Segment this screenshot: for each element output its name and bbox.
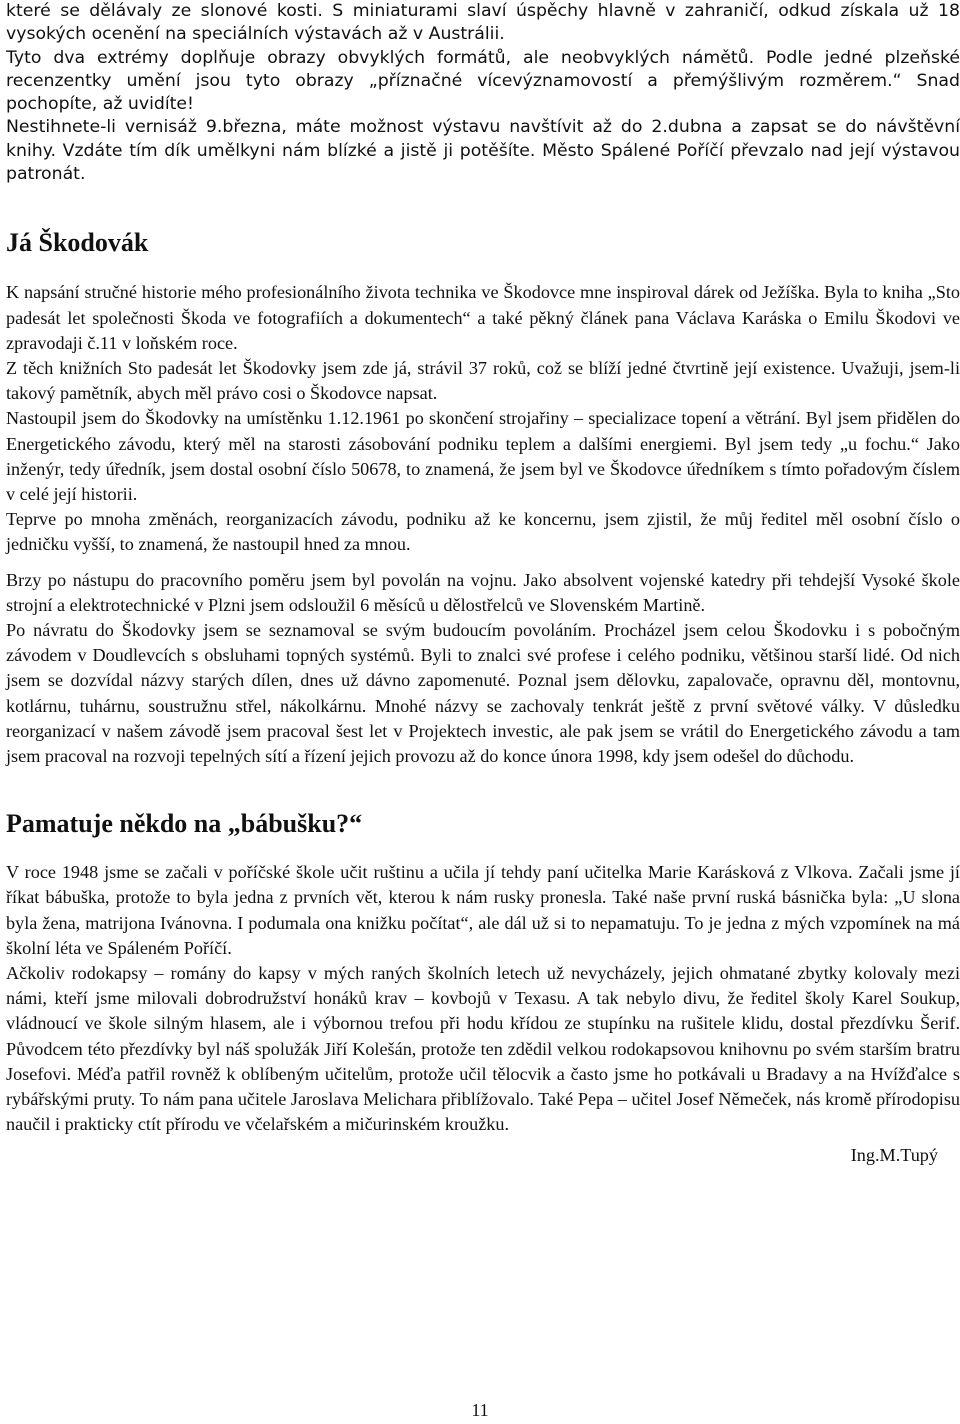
intro-text — [6, 0, 960, 186]
paragraph: V roce 1948 jsme se začali v poříčské škole učit ruštinu a učila jí tehdy paní učitelka Marie Karásková z Vlkova. Začali jsme jí říkat bábuška, protože to byla jedna z prvních vět, kterou k nám rusky pronesla. Také naše první ruská básnička byla: „U slona byla žena, matrijona Ivánovna. I podumala ona knižku počítat“, ale dál už si to nepamatuju. To je jedna z mých vzpomínek na má školní léta ve Spáleném Poříčí. — [6, 862, 960, 958]
paragraph: Po návratu do Škodovky jsem se seznamoval se svým budoucím povoláním. Procházel jsem celou Škodovku i s pobočným závodem v Doudlevcích s obsluhami topných systémů. Byli to znalci své profese i celého podniku, většinou starší lidé. Od nich jsem se dozvídal názvy starých dílen, dnes už dávno zapomenuté. Poznal jsem dělovku, zapalovače, opravnu děl, montovnu, kotlárnu, tuhárnu, soustružnu střel, nákolkárnu. Mnohé názvy se zachovaly tenkrát ještě z první světové války. V důsledku reorganizací v našem závodě jsem pracoval šest let v Projektech investic, ale pak jsem se vrátil do Energetického závodu a tam jsem pracoval na rozvoji tepelných sítí a řízení jejich provozu až do konce února 1998, kdy jsem odešel do důchodu. — [6, 620, 960, 767]
paragraph: Nestihnete-li vernisáž 9.března, máte možnost výstavu navštívit až do 2.dubna a zapsat se do návštěvní knihy. Vzdáte tím dík umělkyni nám blízké a jistě ji potěšíte. Město Spálené Poříčí převzalo nad její výstavou patronát. — [6, 117, 960, 185]
paragraph: Ačkoliv rodokapsy – romány do kapsy v mých raných školních letech už nevycházely, jejich ohmatané zbytky kolovaly mezi námi, kteří jsme milovali dobrodružství honáků krav – kovbojů v Texasu. A tak nebylo divu, že ředitel školy Karel Soukup, vládnoucí ve škole silným hlasem, ale i výbornou trefou při hodu křídou ze stupínku na rušitele klidu, dostal přezdívku Šerif. Původcem této přezdívky byl náš spolužák Jiří Kolešán, protože ten zdědil velkou rodokapsovou knihovnu po svém starším bratru Josefovi. Méďa patřil rovněž k oblíbeným učitelům, protože učil tělocvik a často jsme ho potkávali u Bradavy a na Hvížďalce s rybářskými pruty. To nám pana učitele Jaroslava Melichara přiblížovalo. Také Pepa – učitel Josef Němeček, nás kromě přírodopisu naučil i prakticky ctít přírodu ve včelařském a mičurinském kroužku. — [6, 963, 960, 1135]
paragraph: Nastoupil jsem do Škodovky na umístěnku 1.12.1961 po skončení strojařiny – specializace topení a větrání. Byl jsem přidělen do Energetického závodu, který měl na starosti zásobování podniku teplem a dalšími energiemi. Byl jsem tedy „u fochu.“ Jako inženýr, tedy úředník, jsem dostal osobní číslo 50678, to znamená, že jsem byl ve Škodovce úředníkem s tímto pořadovým číslem v celé její historii. — [6, 408, 960, 504]
paragraph: Brzy po nástupu do pracovního poměru jsem byl povolán na vojnu. Jako absolvent vojenské katedry při tehdejší Vysoké škole strojní a elektrotechnické v Plzni jsem odsloužil 6 měsíců u dělostřelců ve Slovenském Martině. — [6, 569, 960, 615]
section-body-ja-skodovak — [6, 280, 960, 769]
document-page — [6, 0, 960, 1166]
paragraph: které se dělávaly ze slonové kosti. S miniaturami slaví úspěchy hlavně v zahraničí, odkud získala už 18 vysokých ocenění na speciálních výstavách až v Austrálii. — [6, 1, 960, 45]
page-number: 11 — [471, 1400, 489, 1420]
paragraph: Z těch knižních Sto padesát let Škodovky jsem zde já, strávil 37 roků, což se blíží jedné čtvrtině její existence. Uvažuji, jsem-li takový pamětník, abych měl právo cosi o Škodovce napsat. — [6, 357, 960, 404]
author-signature: Ing.M.Tupý — [850, 1145, 938, 1166]
paragraph: Tyto dva extrémy doplňuje obrazy obvyklých formátů, ale neobvyklých námětů. Podle jedné plzeňské recenzentky umění jsou tyto obrazy „příznačné vícevýznamovostí a přemýšlivým rozměrem.“ Snad pochopíte, až uvidíte! — [6, 47, 960, 115]
section-title-ja-skodovak: Já Škodovák — [6, 228, 149, 258]
paragraph: Teprve po mnoha změnách, reorganizacích závodu, podniku až ke koncernu, jsem zjistil, že můj ředitel měl osobní číslo o jedničku vyšší, to znamená, že nastoupil hned za mnou. — [6, 509, 960, 555]
paragraph: K napsání stručné historie mého profesionálního života technika ve Škodovce mne inspiroval dárek od Ježíška. Byla to kniha „Sto padesát let společnosti Škoda ve fotografiích a dokumentech“ a také pěkný článek pana Václava Karáska o Emilu Škodovi ve zpravodaji č.11 v loňském roce. — [6, 282, 960, 353]
section-title-babuska: Pamatuje někdo na „bábušku?“ — [6, 809, 363, 839]
section-body-babuska — [6, 860, 960, 1137]
